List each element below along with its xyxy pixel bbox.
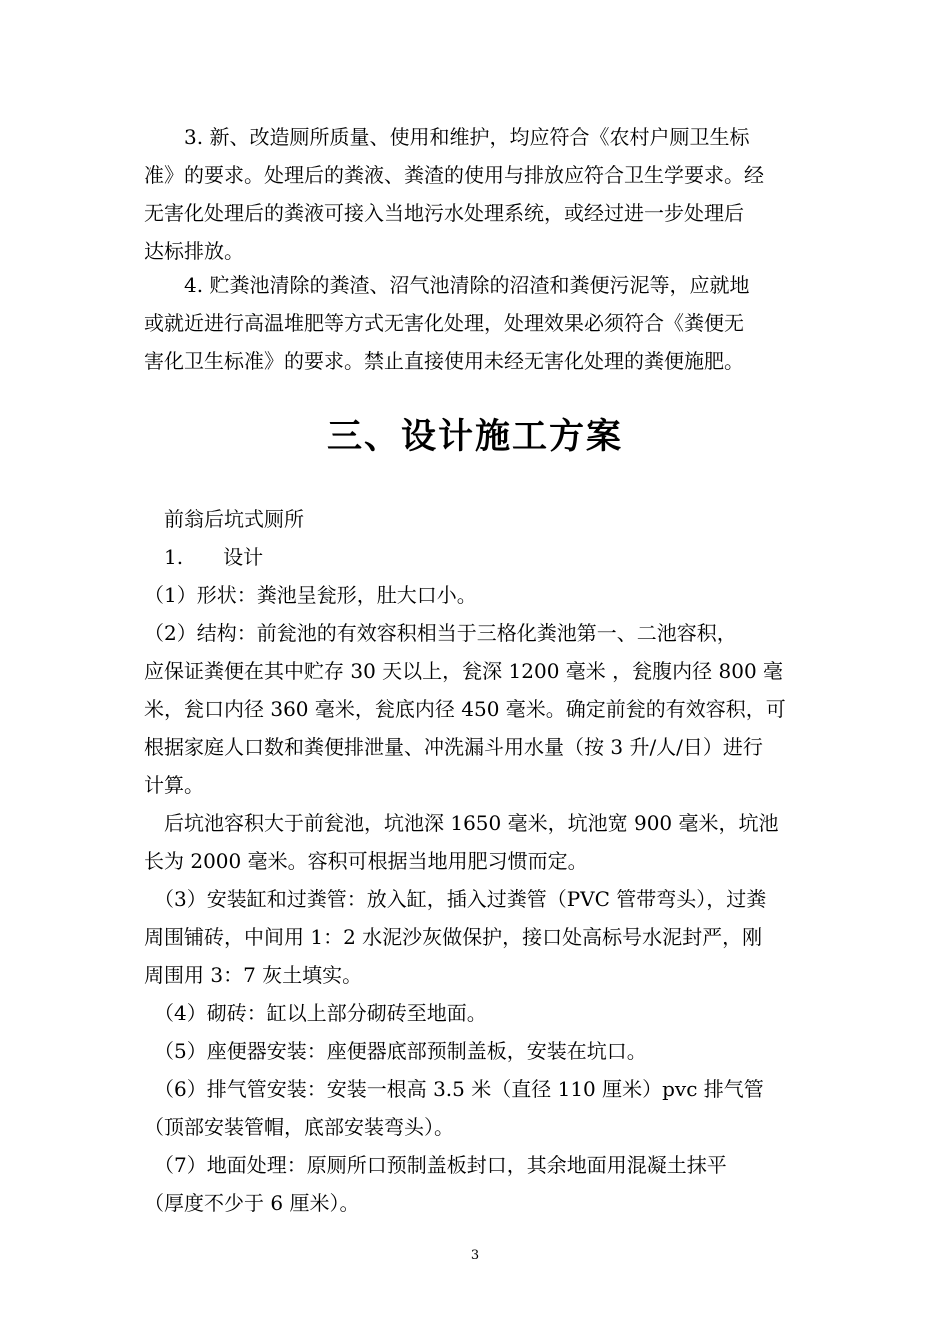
text-line: 后坑池容积大于前瓮池，坑池深 1650 毫米，坑池宽 900 毫米，坑池 xyxy=(144,811,779,835)
item-structure: （2）结构：前瓮池的有效容积相当于三格化粪池第一、二池容积， xyxy=(144,621,737,645)
text-line: 或就近进行高温堆肥等方式无害化处理，处理效果必须符合《粪便无 xyxy=(144,311,744,335)
paragraph-requirement-3 xyxy=(144,118,810,270)
text-line: 计算。 xyxy=(144,773,204,797)
text-line: 根据家庭人口数和粪便排泄量、冲洗漏斗用水量（按 3 升/人/日）进行 xyxy=(144,735,763,759)
item-floor: （7）地面处理：原厕所口预制盖板封口，其余地面用混凝土抹平 xyxy=(144,1153,727,1177)
text-line: 周围铺砖，中间用 1：2 水泥沙灰做保护，接口处高标号水泥封严，刚 xyxy=(144,925,763,949)
text-line: （厚度不少于 6 厘米）。 xyxy=(144,1191,360,1215)
text-line: 米，瓮口内径 360 毫米，瓮底内径 450 毫米。确定前瓮的有效容积，可 xyxy=(144,697,786,721)
text-line: 达标排放。 xyxy=(144,239,244,263)
text-line: 4. 贮粪池清除的粪渣、沼气池清除的沼渣和粪便污泥等，应就地 xyxy=(144,273,750,297)
text-line: 应保证粪便在其中贮存 30 天以上，瓮深 1200 毫米 ，瓮腹内径 800 毫 xyxy=(144,659,784,683)
text-line: 3. 新、改造厕所质量、使用和维护，均应符合《农村户厕卫生标 xyxy=(144,125,750,149)
item-vent-pipe: （6）排气管安装：安装一根高 3.5 米（直径 110 厘米）pvc 排气管 xyxy=(144,1077,764,1101)
text-line: 害化卫生标准》的要求。禁止直接使用未经无害化处理的粪便施肥。 xyxy=(144,349,744,373)
text-line: 准》的要求。处理后的粪液、粪渣的使用与排放应符合卫生学要求。经 xyxy=(144,163,764,187)
item-shape: （1）形状：粪池呈瓮形，肚大口小。 xyxy=(144,583,477,607)
text-line: （顶部安装管帽，底部安装弯头）。 xyxy=(144,1115,454,1139)
text-line: 周围用 3：7 灰土填实。 xyxy=(144,963,363,987)
page-number: 3 xyxy=(470,1248,480,1263)
paragraph-requirement-4 xyxy=(144,266,810,380)
section-heading: 三、设计施工方案 xyxy=(326,417,623,457)
text-line: 长为 2000 毫米。容积可根据当地用肥习惯而定。 xyxy=(144,849,588,873)
text-line: 无害化处理后的粪液可接入当地污水处理系统，或经过进一步处理后 xyxy=(144,201,744,225)
item-toilet-install: （5）座便器安装：座便器底部预制盖板，安装在坑口。 xyxy=(144,1039,647,1063)
list-heading-design: 1. 设计 xyxy=(144,545,264,569)
item-install-pipe: （3）安装缸和过粪管：放入缸，插入过粪管（PVC 管带弯头），过粪 xyxy=(144,887,767,911)
design-section-body xyxy=(144,500,810,1222)
item-brickwork: （4）砌砖：缸以上部分砌砖至地面。 xyxy=(144,1001,487,1025)
subsection-title: 前翁后坑式厕所 xyxy=(144,507,304,531)
